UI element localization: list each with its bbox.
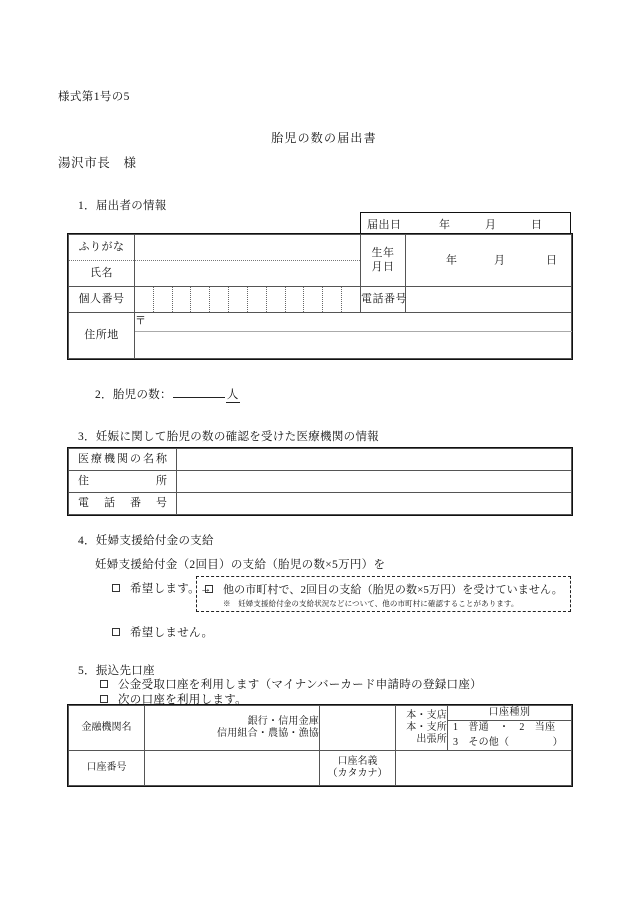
mynumber-digit-cell[interactable] [191,287,210,312]
fetus-count-unit: 人 [226,386,240,403]
section-3-heading: 3．妊娠に関して胎児の数の確認を受けた医療機関の情報 [78,431,380,443]
mynumber-label: 個人番号 [69,287,135,313]
table-row-address [69,313,572,332]
mynumber-digit-cell[interactable] [135,287,154,312]
branch-type-line3: 出張所 [416,734,447,745]
benefit-option-no-label: 希望しません。 [130,627,214,639]
institution-name-cell-label: 金融機関名 [69,706,145,751]
account-holder-input[interactable] [396,751,572,786]
institution-kind-line2: 信用組合・農協・漁協 [217,728,319,739]
account-option-public-label: 公金受取口座を利用します（マイナンバーカード申請時の登録口座） [118,679,482,691]
address-label: 住所地 [69,313,135,359]
checkbox-icon[interactable] [112,628,120,636]
postal-mark-icon: 〒 [135,315,146,328]
furigana-input[interactable] [135,235,361,261]
mynumber-cell-grid [135,287,360,312]
mynumber-digit-cell[interactable] [342,287,360,312]
checkbox-icon[interactable] [100,680,108,688]
account-type-cell [448,706,572,751]
branch-name-input[interactable] [320,706,396,751]
fetus-count-input[interactable] [173,397,225,398]
account-holder-line2: （カタカナ） [327,768,388,779]
section-2-line [95,386,240,403]
birthdate-label [361,235,406,287]
section-5-heading: 5．振込先口座 [78,665,155,677]
institution-name-input[interactable] [177,449,572,471]
form-number: 様式第1号の5 [58,91,130,103]
birthdate-input[interactable] [406,235,572,287]
account-type-option-3-label: 3 その他（ [453,736,510,748]
submission-date-month: 月 [485,218,496,231]
mynumber-digit-cell[interactable] [154,287,173,312]
table-row-furigana [69,235,572,261]
institution-address-label-text: 住所 [78,474,167,487]
phone-label: 電話番号 [361,287,406,313]
submission-date-header [360,212,571,235]
benefit-option-no[interactable] [112,624,213,640]
birthdate-label-line2: 月日 [371,260,395,273]
table-row-account-number [69,751,572,786]
mynumber-digit-cell[interactable] [304,287,323,312]
applicant-info-table [68,234,572,359]
institution-kind-line1: 銀行・信用金庫 [247,716,319,727]
mynumber-digit-cell[interactable] [248,287,267,312]
bank-account-table [68,705,572,786]
name-label: 氏名 [69,261,135,287]
institution-name-label-text: 医療機関の名称 [78,452,167,465]
medical-institution-table [68,448,572,515]
institution-name-cell-input[interactable] [145,706,320,751]
benefit-confirmation-box [196,576,571,612]
mynumber-digit-cell[interactable] [210,287,229,312]
section-4-heading: 4．妊婦支援給付金の支給 [78,535,214,547]
table-row [69,493,572,515]
birth-month-label: 月 [494,253,505,266]
institution-phone-label [69,493,177,515]
checkbox-icon[interactable] [100,695,108,703]
section-4-description: 妊婦支援給付金（2回目）の支給（胎児の数×5万円）を [95,559,386,571]
benefit-option-yes-label: 希望します。→ [130,583,212,595]
branch-type-line1: 本・支店 [406,710,447,721]
phone-input[interactable] [406,287,572,313]
addressee: 湯沢市長 様 [58,156,137,170]
branch-type-label [396,706,448,751]
mynumber-digit-cell[interactable] [173,287,192,312]
mynumber-digit-cell[interactable] [323,287,342,312]
account-type-option-1-2[interactable]: 1 普通 ・ 2 当座 [453,722,556,733]
account-holder-label [320,751,396,786]
institution-name-label [69,449,177,471]
postal-code-input[interactable] [135,313,572,332]
account-number-label: 口座番号 [69,751,145,786]
account-type-option-3[interactable] [453,736,571,751]
page-title: 胎児の数の届出書 [271,131,377,145]
mynumber-digit-cell[interactable] [286,287,305,312]
account-type-header: 口座種別 [448,706,571,721]
submission-date-day: 日 [531,218,542,231]
mynumber-input[interactable] [135,287,361,313]
address-input[interactable] [135,332,572,359]
section-2-heading: 2．胎児の数： [95,389,172,401]
birthdate-label-line1: 生年 [371,247,395,260]
mynumber-digit-cell[interactable] [229,287,248,312]
benefit-confirmation-statement-row[interactable] [205,581,563,597]
table-row-institution [69,706,572,751]
table-row [69,449,572,471]
account-holder-line1: 口座名義 [337,756,378,767]
table-row-address-detail [69,332,572,359]
institution-address-label [69,471,177,493]
section-1-heading: 1．届出者の情報 [78,200,167,212]
account-type-option-3-paren: ） [552,736,563,748]
submission-date-year: 年 [439,218,450,231]
mynumber-digit-cell[interactable] [267,287,286,312]
branch-type-line2: 本・支所 [406,722,447,733]
checkbox-icon[interactable] [205,585,213,593]
table-row [69,471,572,493]
name-input[interactable] [135,261,361,287]
table-row-mynumber [69,287,572,313]
account-type-options[interactable] [448,721,571,750]
account-option-public[interactable] [100,676,482,692]
checkbox-icon[interactable] [112,584,120,592]
account-number-input[interactable] [145,751,320,786]
institution-phone-label-text: 電話番号 [78,496,167,509]
furigana-label: ふりがな [69,235,135,261]
benefit-confirmation-note: ※ 妊婦支援給付金の支給状況などについて、他の市町村に確認することがあります。 [223,599,519,608]
institution-phone-input[interactable] [177,493,572,515]
institution-address-input[interactable] [177,471,572,493]
benefit-confirmation-statement: 他の市町村で、2回目の支給（胎児の数×5万円）を受けていません。 [223,584,563,596]
birth-year-label: 年 [446,253,457,266]
submission-date-label: 届出日 [367,218,402,231]
account-option-next-label: 次の口座を利用します。 [118,694,247,706]
birth-day-label: 日 [546,253,557,266]
